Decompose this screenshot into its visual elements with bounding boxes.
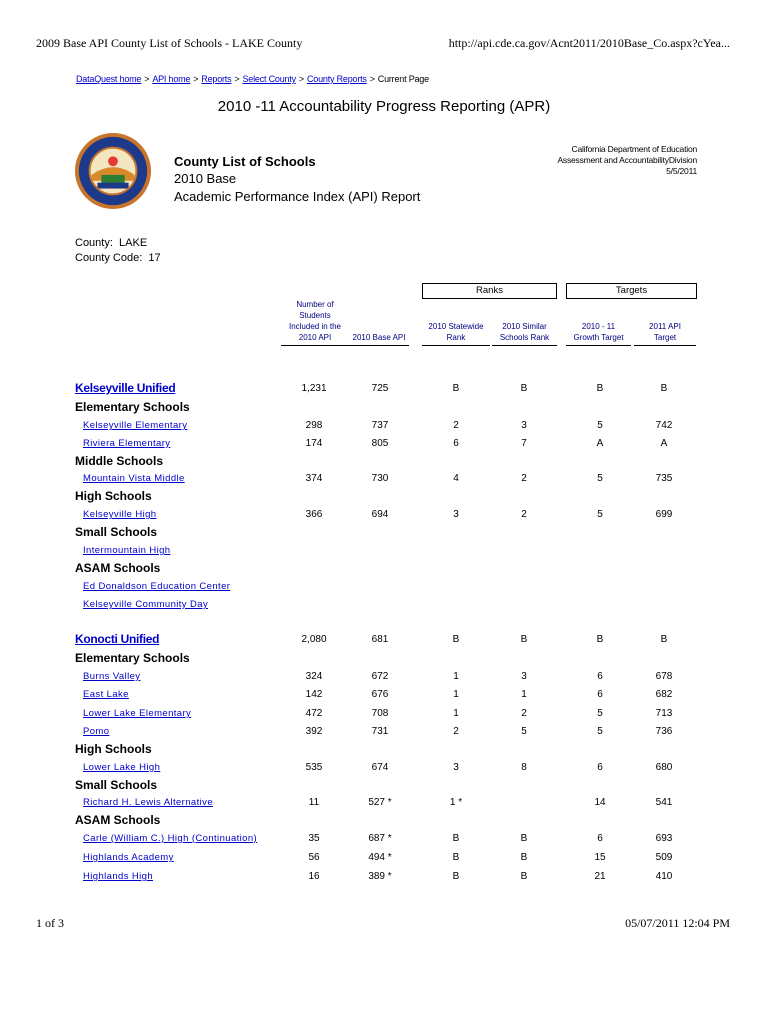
base-api-cell: 687 *	[368, 833, 392, 844]
county-code: 17	[148, 252, 161, 264]
report-date: 5/5/2011	[666, 166, 697, 176]
api-target-cell: 410	[655, 871, 673, 882]
school-link[interactable]: Lower Lake High	[83, 762, 161, 773]
api-target-cell: 742	[655, 420, 673, 431]
growth-target-cell: 6	[597, 689, 603, 700]
base-api-cell: 672	[371, 671, 389, 682]
breadcrumb-separator: >	[193, 74, 199, 84]
api-target-cell: 713	[655, 708, 673, 719]
growth-target-cell: 5	[597, 726, 603, 737]
statewide-rank-cell: B	[452, 833, 460, 844]
base-api-cell: 681	[371, 634, 389, 645]
similar-rank-cell: 2	[521, 708, 527, 719]
base-api-cell: 730	[371, 473, 389, 484]
school-row	[0, 723, 768, 741]
ranks-group-header: Ranks	[422, 283, 557, 299]
school-link[interactable]: Pomo	[83, 726, 110, 737]
district-link[interactable]: Kelseyville Unified	[75, 381, 176, 395]
base-api-cell: 731	[371, 726, 389, 737]
growth-target-cell: A	[596, 438, 604, 449]
county-name-line	[75, 236, 161, 251]
statewide-rank-cell: B	[452, 383, 460, 394]
students-cell: 472	[305, 708, 323, 719]
similar-rank-cell: 2	[521, 509, 527, 520]
school-row	[0, 542, 768, 560]
print-header	[36, 36, 730, 52]
school-category-row	[0, 524, 768, 542]
school-row	[0, 578, 768, 596]
students-cell: 11	[308, 797, 320, 808]
growth-target-cell: 15	[594, 852, 606, 863]
col-growth-target-header: 2010 - 11 Growth Target	[566, 321, 631, 346]
school-link[interactable]: Kelseyville Elementary	[83, 420, 188, 431]
school-category-label: Small Schools	[75, 525, 158, 539]
breadcrumb-county-reports[interactable]: County Reports	[306, 74, 367, 84]
growth-target-cell: B	[596, 383, 604, 394]
report-subtitle: 2010 Base	[174, 171, 237, 186]
page-title: 2010 -11 Accountability Progress Reporting (APR)	[217, 98, 551, 115]
growth-target-cell: 6	[597, 762, 603, 773]
school-row	[0, 794, 768, 812]
base-api-cell: 389 *	[368, 871, 392, 882]
base-api-cell: 725	[371, 383, 389, 394]
school-category-label: Elementary Schools	[75, 651, 190, 665]
school-row	[0, 470, 768, 488]
school-link[interactable]: Kelseyville High	[83, 509, 157, 520]
students-cell: 16	[308, 871, 320, 882]
similar-rank-cell: 5	[521, 726, 527, 737]
breadcrumb-current-page: Current Page	[377, 74, 429, 84]
school-row	[0, 506, 768, 524]
growth-target-cell: B	[596, 634, 604, 645]
students-cell: 1,231	[301, 383, 327, 394]
statewide-rank-cell: 6	[453, 438, 459, 449]
breadcrumb-dataquest-home[interactable]: DataQuest home	[76, 74, 142, 84]
col-similar-rank-header: 2010 Similar Schools Rank	[492, 321, 557, 346]
api-target-cell: 735	[655, 473, 673, 484]
growth-target-cell: 5	[597, 708, 603, 719]
school-category-row	[0, 560, 768, 578]
targets-group-header: Targets	[566, 283, 697, 299]
school-link[interactable]: Highlands High	[83, 871, 154, 882]
breadcrumb-separator: >	[298, 74, 304, 84]
district-row	[0, 380, 768, 398]
growth-target-cell: 5	[597, 473, 603, 484]
school-category-row	[0, 741, 768, 759]
school-row	[0, 849, 768, 867]
school-row	[0, 705, 768, 723]
breadcrumb-separator: >	[369, 74, 375, 84]
base-api-cell: 676	[371, 689, 389, 700]
school-row	[0, 759, 768, 777]
school-category-row	[0, 812, 768, 830]
report-name: Academic Performance Index (API) Report	[174, 189, 421, 204]
breadcrumb-reports[interactable]: Reports	[201, 74, 232, 84]
api-target-cell: 678	[655, 671, 673, 682]
breadcrumb-api-home[interactable]: API home	[152, 74, 191, 84]
col-api-header: 2010 Base API	[349, 332, 409, 346]
page-number: 1 of 3	[36, 916, 64, 930]
students-cell: 535	[305, 762, 323, 773]
similar-rank-cell: 3	[521, 671, 527, 682]
statewide-rank-cell: 1	[453, 671, 459, 682]
similar-rank-cell: B	[520, 852, 528, 863]
statewide-rank-cell: 3	[453, 762, 459, 773]
base-api-cell: 674	[371, 762, 389, 773]
print-header-url: http://api.cde.ca.gov/Acnt2011/2010Base_Co.aspx?cYea...	[448, 36, 730, 50]
county-label: County:	[75, 237, 113, 249]
col-api-target-header: 2011 API Target	[634, 321, 696, 346]
print-footer	[36, 916, 730, 932]
students-cell: 174	[305, 438, 323, 449]
api-target-cell: 736	[655, 726, 673, 737]
school-link[interactable]: Mountain Vista Middle	[83, 473, 185, 484]
base-api-cell: 805	[371, 438, 389, 449]
statewide-rank-cell: 1	[453, 708, 459, 719]
school-category-label: ASAM Schools	[75, 561, 161, 575]
col-students-header: Number of Students Included in the 2010 API	[281, 299, 349, 346]
students-cell: 298	[305, 420, 323, 431]
school-link[interactable]: Richard H. Lewis Alternative	[83, 797, 214, 808]
school-link[interactable]: East Lake	[83, 689, 129, 700]
school-category-label: High Schools	[75, 489, 152, 503]
school-row	[0, 830, 768, 848]
school-category-label: ASAM Schools	[75, 813, 161, 827]
school-row	[0, 417, 768, 435]
students-cell: 2,080	[301, 634, 327, 645]
statewide-rank-cell: B	[452, 634, 460, 645]
agency-info	[557, 144, 697, 177]
statewide-rank-cell: 4	[453, 473, 459, 484]
school-category-label: Middle Schools	[75, 454, 164, 468]
growth-target-cell: 21	[594, 871, 606, 882]
api-target-cell: 699	[655, 509, 673, 520]
similar-rank-cell: 2	[521, 473, 527, 484]
school-category-row	[0, 453, 768, 471]
base-api-cell: 708	[371, 708, 389, 719]
agency-name: California Department of Education	[571, 144, 697, 154]
similar-rank-cell: B	[520, 871, 528, 882]
students-cell: 56	[308, 852, 320, 863]
statewide-rank-cell: 1 *	[449, 797, 463, 808]
school-category-label: High Schools	[75, 742, 152, 756]
county-info	[75, 236, 161, 266]
students-cell: 374	[305, 473, 323, 484]
api-target-cell: 693	[655, 833, 673, 844]
growth-target-cell: 5	[597, 509, 603, 520]
students-cell: 142	[305, 689, 323, 700]
agency-division: Assessment and AccountabilityDivision	[557, 155, 697, 165]
school-link[interactable]: Riviera Elementary	[83, 438, 171, 449]
growth-target-cell: 5	[597, 420, 603, 431]
school-row	[0, 686, 768, 704]
breadcrumb-select-county[interactable]: Select County	[242, 74, 296, 84]
school-link[interactable]: Lower Lake Elementary	[83, 708, 192, 719]
school-category-label: Elementary Schools	[75, 400, 190, 414]
statewide-rank-cell: B	[452, 852, 460, 863]
api-target-cell: B	[660, 383, 668, 394]
school-row	[0, 435, 768, 453]
school-link[interactable]: Carle (William C.) High (Continuation)	[83, 833, 258, 844]
similar-rank-cell: B	[520, 383, 528, 394]
students-cell: 392	[305, 726, 323, 737]
students-cell: 35	[308, 833, 320, 844]
school-link[interactable]: Highlands Academy	[83, 852, 174, 863]
school-link[interactable]: Intermountain High	[83, 545, 171, 556]
school-row	[0, 868, 768, 886]
school-category-row	[0, 650, 768, 668]
api-target-cell: 682	[655, 689, 673, 700]
similar-rank-cell: B	[520, 833, 528, 844]
school-link[interactable]: Ed Donaldson Education Center	[83, 581, 231, 592]
similar-rank-cell: 3	[521, 420, 527, 431]
breadcrumb-separator: >	[144, 74, 150, 84]
report-title-block	[174, 154, 420, 205]
similar-rank-cell: 8	[521, 762, 527, 773]
school-category-label: Small Schools	[75, 778, 158, 792]
growth-target-cell: 6	[597, 833, 603, 844]
county-code-label: County Code:	[75, 252, 143, 264]
county-name: LAKE	[119, 237, 148, 249]
state-seal-logo	[74, 132, 152, 210]
col-statewide-rank-header: 2010 Statewide Rank	[422, 321, 490, 346]
statewide-rank-cell: 1	[453, 689, 459, 700]
print-datetime: 05/07/2011 12:04 PM	[625, 916, 730, 930]
school-row	[0, 596, 768, 614]
statewide-rank-cell: 3	[453, 509, 459, 520]
students-cell: 366	[305, 509, 323, 520]
growth-target-cell: 6	[597, 671, 603, 682]
growth-target-cell: 14	[594, 797, 606, 808]
api-target-cell: A	[660, 438, 668, 449]
school-category-row	[0, 777, 768, 795]
school-category-row	[0, 488, 768, 506]
statewide-rank-cell: B	[452, 871, 460, 882]
api-target-cell: 680	[655, 762, 673, 773]
county-code-line	[75, 251, 161, 266]
breadcrumb-separator: >	[234, 74, 240, 84]
base-api-cell: 694	[371, 509, 389, 520]
district-link[interactable]: Konocti Unified	[75, 632, 160, 646]
similar-rank-cell: 1	[521, 689, 527, 700]
school-link[interactable]: Burns Valley	[83, 671, 141, 682]
api-target-cell: 509	[655, 852, 673, 863]
base-api-cell: 494 *	[368, 852, 392, 863]
base-api-cell: 737	[371, 420, 389, 431]
breadcrumb	[76, 74, 429, 84]
report-title: County List of Schools	[174, 154, 316, 169]
similar-rank-cell: 7	[521, 438, 527, 449]
students-cell: 324	[305, 671, 323, 682]
api-target-cell: 541	[655, 797, 673, 808]
school-row	[0, 668, 768, 686]
district-row	[0, 631, 768, 649]
statewide-rank-cell: 2	[453, 420, 459, 431]
school-link[interactable]: Kelseyville Community Day	[83, 599, 209, 610]
print-header-title: 2009 Base API County List of Schools - LAKE County	[36, 36, 303, 50]
similar-rank-cell: B	[520, 634, 528, 645]
school-category-row	[0, 399, 768, 417]
statewide-rank-cell: 2	[453, 726, 459, 737]
api-target-cell: B	[660, 634, 668, 645]
base-api-cell: 527 *	[368, 797, 392, 808]
